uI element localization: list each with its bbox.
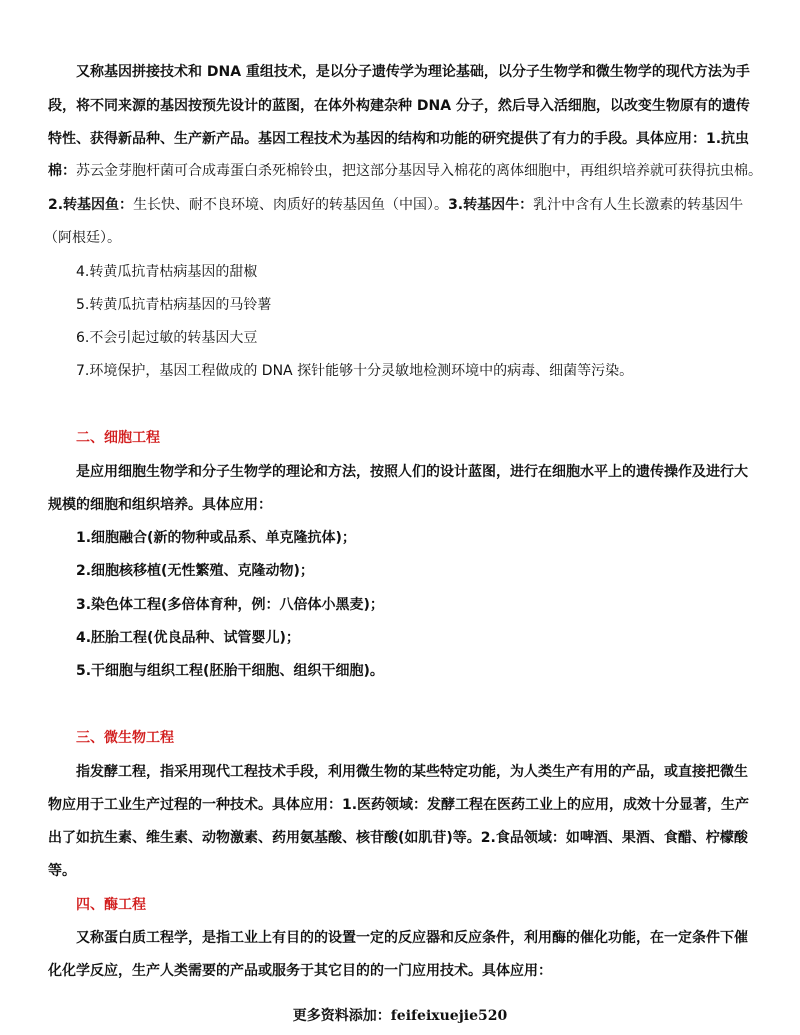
cell-list-item: 2.细胞核移植(无性繁殖、克隆动物)； xyxy=(76,563,314,579)
cell-paragraph-line-1: 是应用细胞生物学和分子生物学的理论和方法，按照人们的设计蓝图，进行在细胞水平上的遗传操作及进行大 xyxy=(76,464,748,480)
cell-list-item: 4.胚胎工程(优良品种、试管婴儿)； xyxy=(76,630,300,646)
footer-contact: 更多资料添加：feifeixuejie520 xyxy=(292,1008,508,1024)
cell-paragraph-line-2: 规模的细胞和组织培养。具体应用： xyxy=(48,497,272,513)
transgenic-cattle-label: 3.转基因牛： xyxy=(448,197,534,213)
gene-paragraph-line-2: 段，将不同来源的基因按预先设计的蓝图，在体外构建杂种 DNA 分子，然后导入活细胞，以改变生物原有的遗传 xyxy=(48,98,750,114)
transgenic-cattle-text: 乳汁中含有人生长激素的转基因牛 xyxy=(533,197,744,213)
cell-list-item: 5.干细胞与组织工程(胚胎干细胞、组织干细胞)。 xyxy=(76,663,384,679)
insect-cotton-label: 棉： xyxy=(48,163,76,179)
transgenic-fish-label: 2.转基因鱼： xyxy=(48,197,134,213)
gene-list-item: 5.转黄瓜抗青枯病基因的马铃薯 xyxy=(76,297,272,313)
microbial-paragraph-line-1: 指发酵工程，指采用现代工程技术手段，利用微生物的某些特定功能，为人类生产有用的产品，或直接把微生 xyxy=(76,764,748,780)
gene-list-item: 7.环境保护，基因工程做成的 DNA 探针能够十分灵敏地检测环境中的病毒、细菌等污染。 xyxy=(76,363,634,379)
microbial-paragraph-line-2: 物应用于工业生产过程的一种技术。具体应用：1.医药领域：发酵工程在医药工业上的应用，成效十分显著，生产 xyxy=(48,797,750,813)
gene-paragraph-line-6: （阿根廷）。 xyxy=(44,230,121,246)
cell-list-item: 1.细胞融合(新的物种或品系、单克隆抗体)； xyxy=(76,530,356,546)
section-heading-cell-engineering: 二、细胞工程 xyxy=(76,430,160,446)
gene-list-item: 4.转黄瓜抗青枯病基因的甜椒 xyxy=(76,264,258,280)
insect-cotton-text: 苏云金芽胞杆菌可合成毒蛋白杀死棉铃虫，把这部分基因导入棉花的离体细胞中，再组织培养就可获得抗虫棉。 xyxy=(76,163,762,179)
microbial-paragraph-line-4: 等。 xyxy=(48,863,76,879)
gene-paragraph-line-1: 又称基因拼接技术和 DNA 重组技术，是以分子遗传学为理论基础，以分子生物学和微生物学的现代方法为手 xyxy=(76,64,750,80)
gene-paragraph-line-3: 特性、获得新品种、生产新产品。基因工程技术为基因的结构和功能的研究提供了有力的手段。具体应用：1.抗虫 xyxy=(48,131,750,147)
gene-paragraph-line-4 xyxy=(48,161,762,181)
enzyme-paragraph-line-2: 化化学反应，生产人类需要的产品或服务于其它目的的一门应用技术。具体应用： xyxy=(48,963,552,979)
section-heading-enzyme-engineering: 四、酶工程 xyxy=(76,897,146,913)
cell-list-item: 3.染色体工程(多倍体育种，例：八倍体小黑麦)； xyxy=(76,597,384,613)
section-heading-microbial-engineering: 三、微生物工程 xyxy=(76,730,174,746)
enzyme-paragraph-line-1: 又称蛋白质工程学，是指工业上有目的的设置一定的反应器和反应条件，利用酶的催化功能，在一定条件下催 xyxy=(76,930,748,946)
microbial-paragraph-line-3: 出了如抗生素、维生素、动物激素、药用氨基酸、核苷酸(如肌苷)等。2.食品领域：如啤酒、果酒、食醋、柠檬酸 xyxy=(48,830,748,846)
gene-list-item: 6.不会引起过敏的转基因大豆 xyxy=(76,330,258,346)
gene-paragraph-line-5 xyxy=(48,195,743,215)
transgenic-fish-text: 生长快、耐不良环境、肉质好的转基因鱼（中国）。 xyxy=(133,197,449,213)
